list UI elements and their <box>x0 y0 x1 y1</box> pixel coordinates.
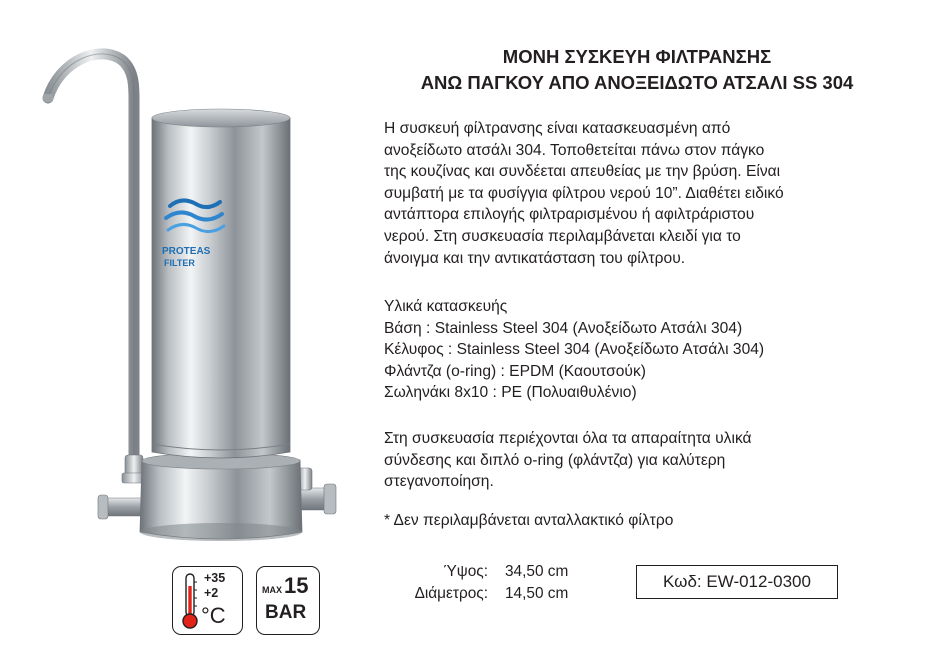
packaging-line: σύνδεσης και διπλό o-ring (φλάντζα) για καλύτερη <box>384 451 726 469</box>
product-description <box>384 118 904 269</box>
temperature-badge <box>172 566 243 635</box>
pressure-value: 15 <box>284 573 309 598</box>
logo-brand-text: PROTEAS <box>162 246 211 257</box>
diameter-value: 14,50 cm <box>505 585 569 602</box>
description-line: ανοξείδωτο ατσάλι 304. Τοποθετείται πάνω στον πάγκο <box>384 141 765 159</box>
description-line: άνοιγμα και την αντικατάσταση του φίλτρου. <box>384 249 686 267</box>
logo-subtext: FILTER <box>164 258 195 268</box>
pressure-prefix: MAX <box>262 585 282 595</box>
packaging-info <box>384 428 904 493</box>
packaging-line: Στη συσκευασία περιέχονται όλα τα απαραίτητα υλικά <box>384 430 752 447</box>
max-temperature: +35 <box>204 571 226 585</box>
material-item: Βάση : Stainless Steel 304 (Ανοξείδωτο Ατσάλι 304) <box>384 319 743 337</box>
pressure-badge <box>256 566 320 635</box>
material-item: Φλάντζα (o-ring) : EPDM (Καουτσούκ) <box>384 362 646 380</box>
filter-note: * Δεν περιλαμβάνεται ανταλλακτικό φίλτρο <box>384 512 674 529</box>
material-item: Σωληνάκι 8x10 : PE (Πολυαιθυλένιο) <box>384 384 637 402</box>
material-item: Κέλυφος : Stainless Steel 304 (Ανοξείδωτο Ατσάλι 304) <box>384 341 765 359</box>
product-title <box>372 44 902 96</box>
description-line: αντάπτορα επιλογής φιλτραρισμένου ή αφιλτράριστου <box>384 206 755 224</box>
temperature-unit: °C <box>201 603 226 628</box>
height-label: Ύψος: <box>443 563 488 580</box>
diameter-label: Διάμετρος: <box>414 585 488 602</box>
thermometer-icon <box>180 572 200 630</box>
packaging-line: στεγανοποίηση. <box>384 473 494 491</box>
title-line-1: ΜΟΝΗ ΣΥΣΚΕΥΗ ΦΙΛΤΡΑΝΣΗΣ <box>502 46 772 67</box>
description-line: συμβατή με τα φυσίγγια φίλτρου νερού 10”. Διαθέτει ειδικό <box>384 184 784 202</box>
description-line: της κουζίνας και συνδέεται απευθείας με την βρύση. Είναι <box>384 163 781 181</box>
materials-list <box>384 296 904 404</box>
product-code: Κωδ: EW-012-0300 <box>636 565 838 599</box>
description-line: Η συσκευή φίλτρανσης είναι κατασκευασμένη από <box>384 120 731 137</box>
height-value: 34,50 cm <box>505 563 569 580</box>
materials-heading: Υλικά κατασκευής <box>384 298 508 315</box>
faucet-spout <box>48 54 134 465</box>
product-image <box>30 40 350 560</box>
description-line: νερού. Στη συσκευασία περιλαμβάνεται κλειδί για το <box>384 227 741 245</box>
pressure-unit: BAR <box>265 602 307 623</box>
title-line-2: ΑΝΩ ΠΑΓΚΟΥ ΑΠΟ ΑΝΟΞΕΙΔΩΤΟ ΑΤΣΑΛΙ SS 304 <box>420 72 854 93</box>
min-temperature: +2 <box>204 586 219 600</box>
